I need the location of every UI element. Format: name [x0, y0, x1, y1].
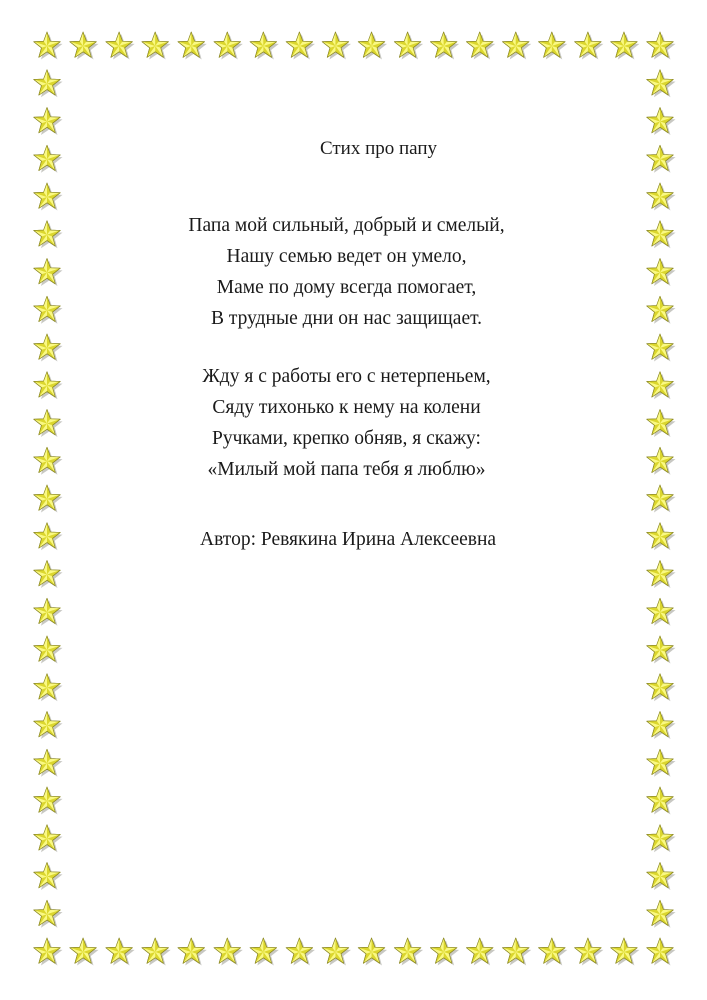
poem-line: Ручками, крепко обняв, я скажу:	[212, 428, 481, 449]
poem-title: Стих про папу	[319, 138, 438, 159]
poem-line: Папа мой сильный, добрый и смелый,	[188, 215, 505, 236]
stanza-2	[0, 361, 693, 485]
poem-author: Автор: Ревякина Ирина Алексеевна	[200, 529, 497, 550]
stanza-1	[0, 210, 693, 334]
poem-line: Нашу семью ведет он умело,	[226, 246, 467, 267]
poem-line: Жду я с работы его с нетерпеньем,	[202, 366, 491, 387]
poem-line: Маме по дому всегда помогает,	[216, 277, 477, 298]
poem-line: Сяду тихонько к нему на колени	[212, 397, 481, 418]
poem-line: В трудные дни он нас защищает.	[210, 308, 483, 329]
poem-line: «Милый мой папа тебя я люблю»	[207, 459, 486, 480]
